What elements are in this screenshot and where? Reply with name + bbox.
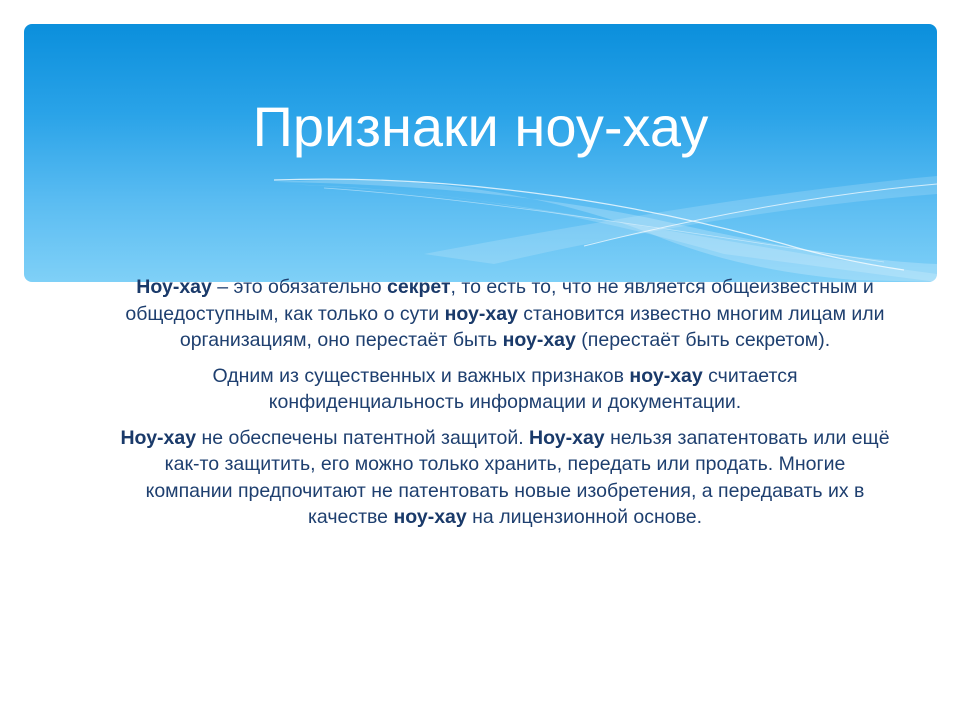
slide-title: Признаки ноу-хау: [252, 95, 709, 158]
body-paragraph: [120, 274, 890, 354]
body-paragraph: [120, 425, 890, 531]
paragraph-text: нельзя запатентовать или ещё как-то защитить, его можно только хранить, передать или продать. Многие компании предпочитают не патентовать новые изобретения, а передавать их в качестве: [145, 426, 890, 528]
slide-body: [120, 274, 890, 540]
title-banner: [24, 24, 937, 282]
body-paragraph: [120, 363, 890, 416]
bold-term: Ноу-хау: [136, 276, 212, 298]
paragraph-text: Одним из существенных и важных признаков: [212, 364, 630, 387]
paragraph-text: (перестаёт быть секретом).: [575, 329, 831, 351]
paragraph-text: становится известно многим лицам или организациям, оно перестаёт быть: [179, 302, 885, 351]
paragraph-text: не обеспечены патентной защитой.: [196, 426, 530, 449]
bold-term: ноу-хау: [629, 364, 703, 387]
paragraph-text: , то есть то, что не является общеизвестным и общедоступным, как только о сути: [125, 276, 874, 325]
paragraph-text: на лицензионной основе.: [466, 506, 703, 528]
bold-term: Ноу-хау: [529, 426, 605, 449]
bold-term: секрет: [387, 276, 451, 298]
paragraph-text: считается конфиденциальность информации и документации.: [268, 364, 798, 413]
bold-term: ноу-хау: [502, 329, 576, 351]
bold-term: ноу-хау: [393, 506, 467, 528]
bold-term: ноу-хау: [444, 302, 518, 325]
paragraph-text: – это обязательно: [211, 276, 388, 298]
bold-term: Ноу-хау: [120, 426, 197, 449]
